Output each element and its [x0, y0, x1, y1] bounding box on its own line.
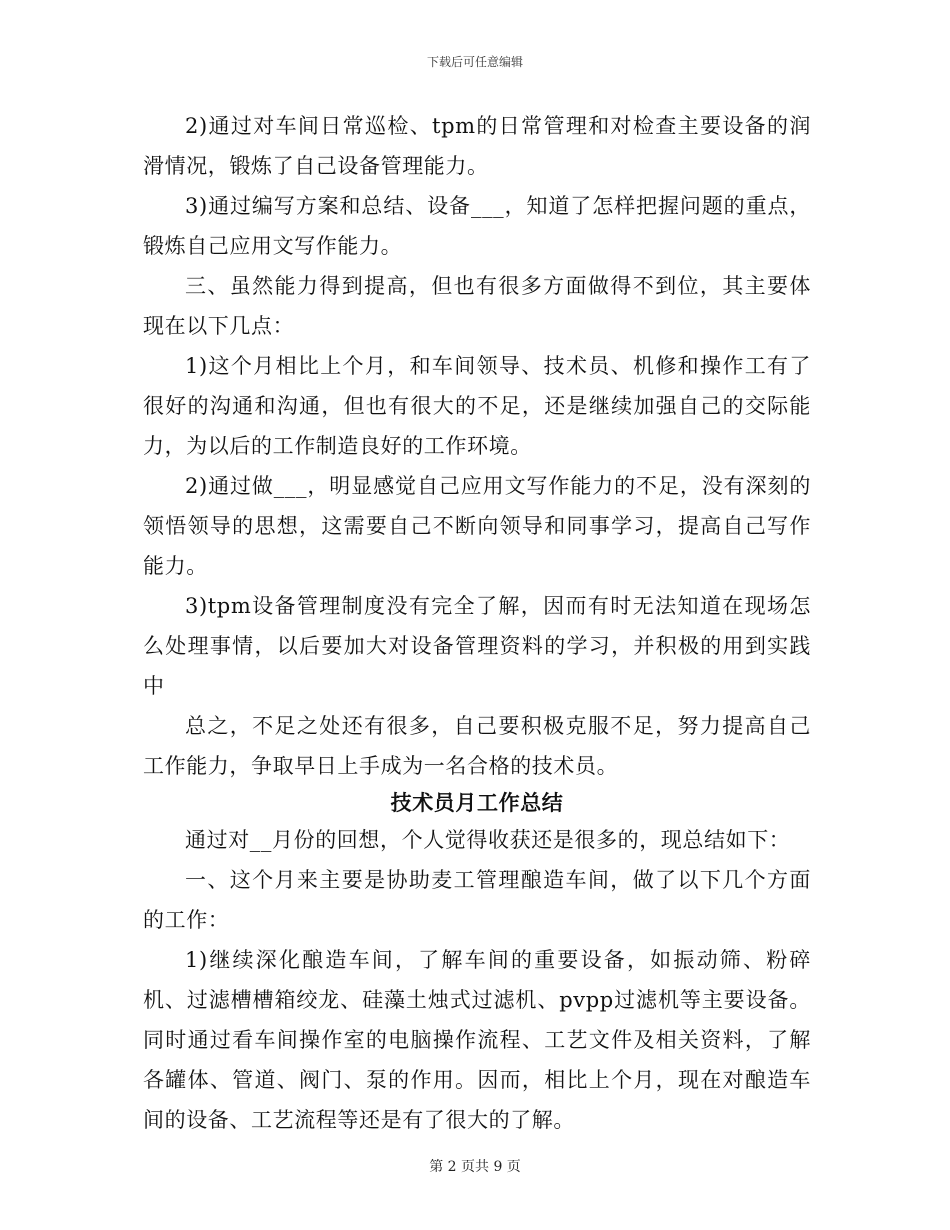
page-header: 下载后可任意编辑 — [426, 55, 523, 69]
paragraph: 2)通过做___，明显感觉自己应用文写作能力的不足，没有深刻的领悟领导的思想，这需要自己不断向领导和同事学习，提高自己写作能力。 — [143, 474, 811, 578]
section-title: 技术员月工作总结 — [390, 790, 564, 815]
paragraph: 1)这个月相比上个月，和车间领导、技术员、机修和操作工有了很好的沟通和沟通，但也有很大的不足，还是继续加强自己的交际能力，为以后的工作制造良好的工作环境。 — [143, 354, 811, 458]
paragraph: 3)通过编写方案和总结、设备___，知道了怎样把握问题的重点，锻炼自己应用文写作能力。 — [143, 194, 811, 258]
document-body — [143, 106, 811, 1140]
paragraph: 一、这个月来主要是协助麦工管理酿造车间，做了以下几个方面的工作： — [143, 868, 811, 932]
paragraph: 三、虽然能力得到提高，但也有很多方面做得不到位，其主要体现在以下几点： — [143, 274, 811, 338]
paragraph: 3)tpm设备管理制度没有完全了解，因而有时无法知道在现场怎么处理事情，以后要加大对设备管理资料的学习，并积极的用到实践中 — [143, 594, 811, 698]
paragraph: 通过对__月份的回想，个人觉得收获还是很多的，现总结如下： — [185, 828, 791, 852]
paragraph: 1)继续深化酿造车间，了解车间的重要设备，如振动筛、粉碎机、过滤槽槽箱绞龙、硅藻土烛式过滤机、pvpp过滤机等主要设备。同时通过看车间操作室的电脑操作流程、工艺文件及相关资料，了解各罐体、管道、阀门、泵的作用。因而，相比上个月，现在对酿造车间的设备、工艺流程等还是有了很大的了解。 — [143, 948, 811, 1132]
paragraph: 2)通过对车间日常巡检、tpm的日常管理和对检查主要设备的润滑情况，锻炼了自己设备管理能力。 — [143, 114, 811, 178]
page-number-footer: 第 2 页共 9 页 — [429, 1159, 521, 1175]
paragraph: 总之，不足之处还有很多，自己要积极克服不足，努力提高自己工作能力，争取早日上手成为一名合格的技术员。 — [143, 714, 811, 778]
